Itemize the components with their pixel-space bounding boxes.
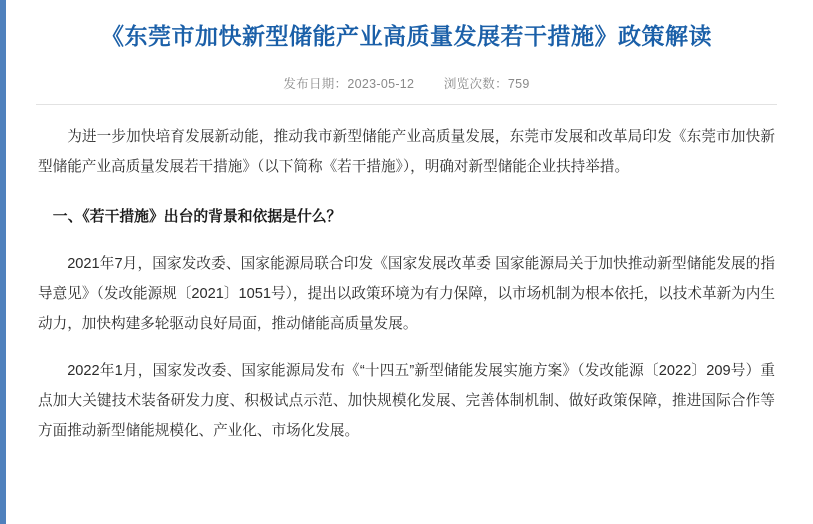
paragraph-2021: 2021年7月，国家发改委、国家能源局联合印发《国家发展改革委 国家能源局关于加快推动新型储能发展的指导意见》（发改能源规〔2021〕1051号），提出以政策环境为有力保障，以市场机制为根本依托，以技术革新为内生动力，加快构建多轮驱动良好局面，推动储能高质量发展。: [38, 256, 775, 332]
paragraph-intro: 为进一步加快培育发展新动能，推动我市新型储能产业高质量发展，东莞市发展和改革局印发《东莞市加快新型储能产业高质量发展若干措施》（以下简称《若干措施》），明确对新型储能企业扶持举措。: [38, 129, 775, 175]
view-count: 浏览次数：759: [443, 77, 530, 91]
document-body: [8, 105, 805, 446]
left-accent-rule: [0, 0, 6, 524]
page-title: 《东莞市加快新型储能产业高质量发展若干措施》政策解读: [101, 23, 712, 49]
publish-date: 发布日期：2023-05-12: [283, 77, 415, 91]
document-meta: [8, 74, 805, 92]
paragraph-2022: 2022年1月，国家发改委、国家能源局发布《“十四五”新型储能发展实施方案》（发改能源〔2022〕209号）重点加大关键技术装备研发力度、积极试点示范、加快规模化发展、完善体制机制、做好政策保障，推进国际合作等方面推动新型储能规模化、产业化、市场化发展。: [38, 363, 775, 439]
section-heading-1: 一、《若干措施》出台的背景和依据是什么？: [52, 209, 342, 225]
